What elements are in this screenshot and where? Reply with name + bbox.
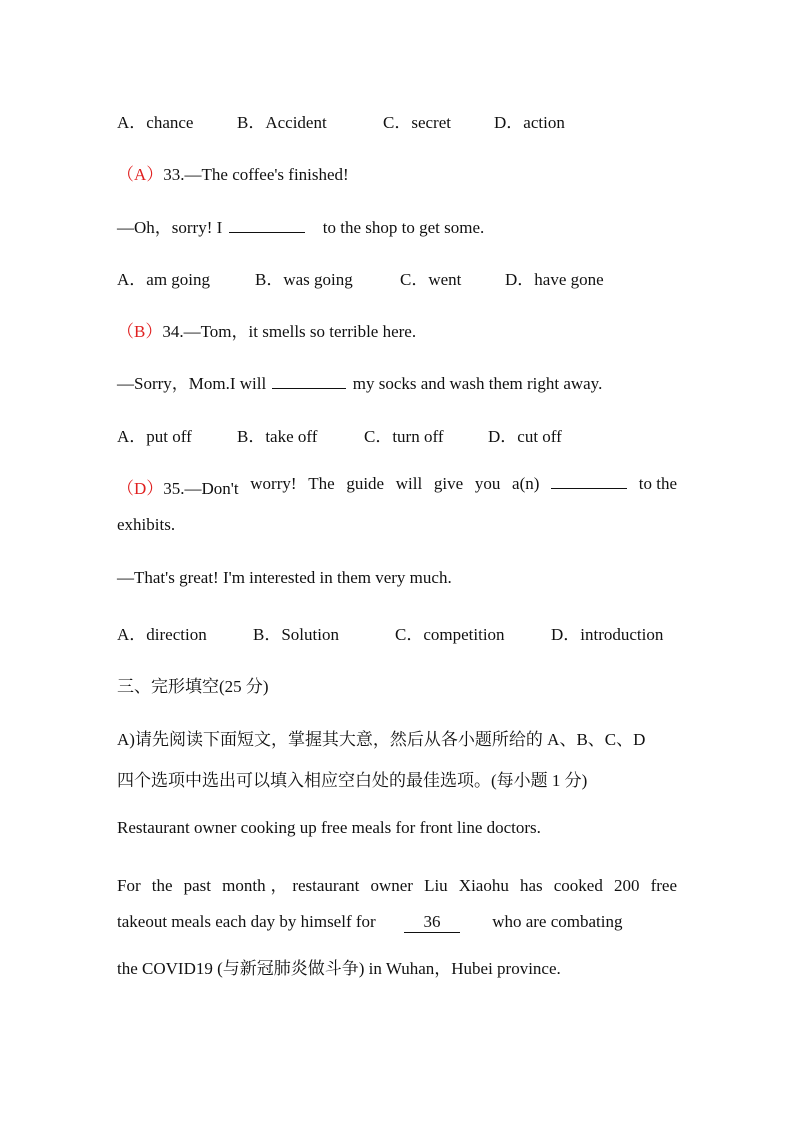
passage-title: Restaurant owner cooking up free meals for front line doctors.	[117, 818, 541, 837]
q33-reply-pre: —Oh，sorry! I	[117, 218, 223, 237]
section3-instructions-line1: A)请先阅读下面短文，掌握其大意，然后从各小题所给的 A、B、C、D	[117, 730, 646, 749]
q35-blank	[551, 474, 627, 489]
q33-question: 33.—The coffee's finished!	[163, 165, 349, 184]
passage-line1: For the past month，restaurant owner Liu Xiaohu has cooked 200 free	[117, 876, 677, 895]
passage-line2-pre: takeout meals each day by himself for	[117, 912, 376, 931]
q32-option-b: B．Accident	[237, 113, 327, 132]
passage-line2-post: who are combating	[492, 912, 623, 931]
q34-reply-post: my socks and wash them right away.	[352, 374, 603, 393]
q34-paren-close: ）	[145, 322, 163, 341]
q34-option-d: D．cut off	[488, 427, 562, 446]
q34-option-a: A．put off	[117, 427, 192, 446]
q33-blank	[229, 218, 305, 233]
q33-options-row	[117, 265, 604, 290]
q34-question: 34.—Tom，it smells so terrible here.	[162, 322, 417, 341]
q35-reply: —That's great! I'm interested in them very much.	[117, 568, 452, 587]
q33-option-c: C．went	[400, 270, 462, 289]
q33-option-b: B．was going	[255, 270, 353, 289]
q35-option-b: B．Solution	[253, 625, 339, 644]
q35-word: a(n)	[512, 474, 540, 493]
blank-36	[404, 912, 460, 933]
q35-word: worry!	[250, 474, 297, 493]
section3-instructions-line2: 四个选项中选出可以填入相应空白处的最佳选项。(每小题 1 分)	[117, 771, 588, 790]
q35-paren-close: ）	[146, 479, 164, 498]
q35-answer: D	[134, 479, 147, 498]
q34-blank	[272, 374, 346, 389]
q35-stem-line2: exhibits.	[117, 515, 176, 534]
q33-reply-post: to the shop to get some.	[322, 218, 485, 237]
q33-stem	[117, 160, 349, 185]
q34-option-b: B．take off	[237, 427, 318, 446]
q35-paren-open: （	[117, 479, 134, 498]
q35-word: 35.—Don't	[163, 479, 239, 498]
blank-36-number: 36	[423, 912, 441, 931]
q34-stem	[117, 317, 416, 342]
passage-line3: the COVID19 (与新冠肺炎做斗争) in Wuhan，Hubei province.	[117, 959, 561, 978]
passage-line2	[117, 912, 622, 933]
q32-options-row	[117, 108, 565, 133]
q35-option-c: C．competition	[395, 625, 505, 644]
q34-options-row	[117, 422, 562, 447]
q33-paren-open: （	[117, 165, 134, 184]
q33-option-d: D．have gone	[505, 270, 604, 289]
q35-stem-tail: to the	[638, 474, 677, 493]
q33-paren-close: ）	[146, 165, 164, 184]
q35-option-d: D．introduction	[551, 625, 664, 644]
q35-word: guide	[346, 474, 385, 493]
q33-reply	[117, 213, 484, 238]
q33-answer: A	[134, 165, 147, 184]
q34-option-c: C．turn off	[364, 427, 444, 446]
q35-option-a: A．direction	[117, 625, 207, 644]
q34-answer: B	[134, 322, 146, 341]
q32-option-c: C．secret	[383, 113, 451, 132]
q35-word: The	[308, 474, 335, 493]
q34-reply	[117, 369, 602, 394]
q35-word: give	[433, 474, 464, 493]
q35-word: will	[395, 474, 423, 493]
q34-paren-open: （	[117, 322, 134, 341]
q35-options-row	[117, 620, 663, 645]
q35-word: you	[474, 474, 501, 493]
q32-option-a: A．chance	[117, 113, 194, 132]
section3-heading: 三、完形填空(25 分)	[117, 677, 269, 696]
q35-stem	[117, 474, 677, 499]
q32-option-d: D．action	[494, 113, 565, 132]
q34-reply-pre: —Sorry，Mom.I will	[117, 374, 267, 393]
q33-option-a: A．am going	[117, 270, 211, 289]
